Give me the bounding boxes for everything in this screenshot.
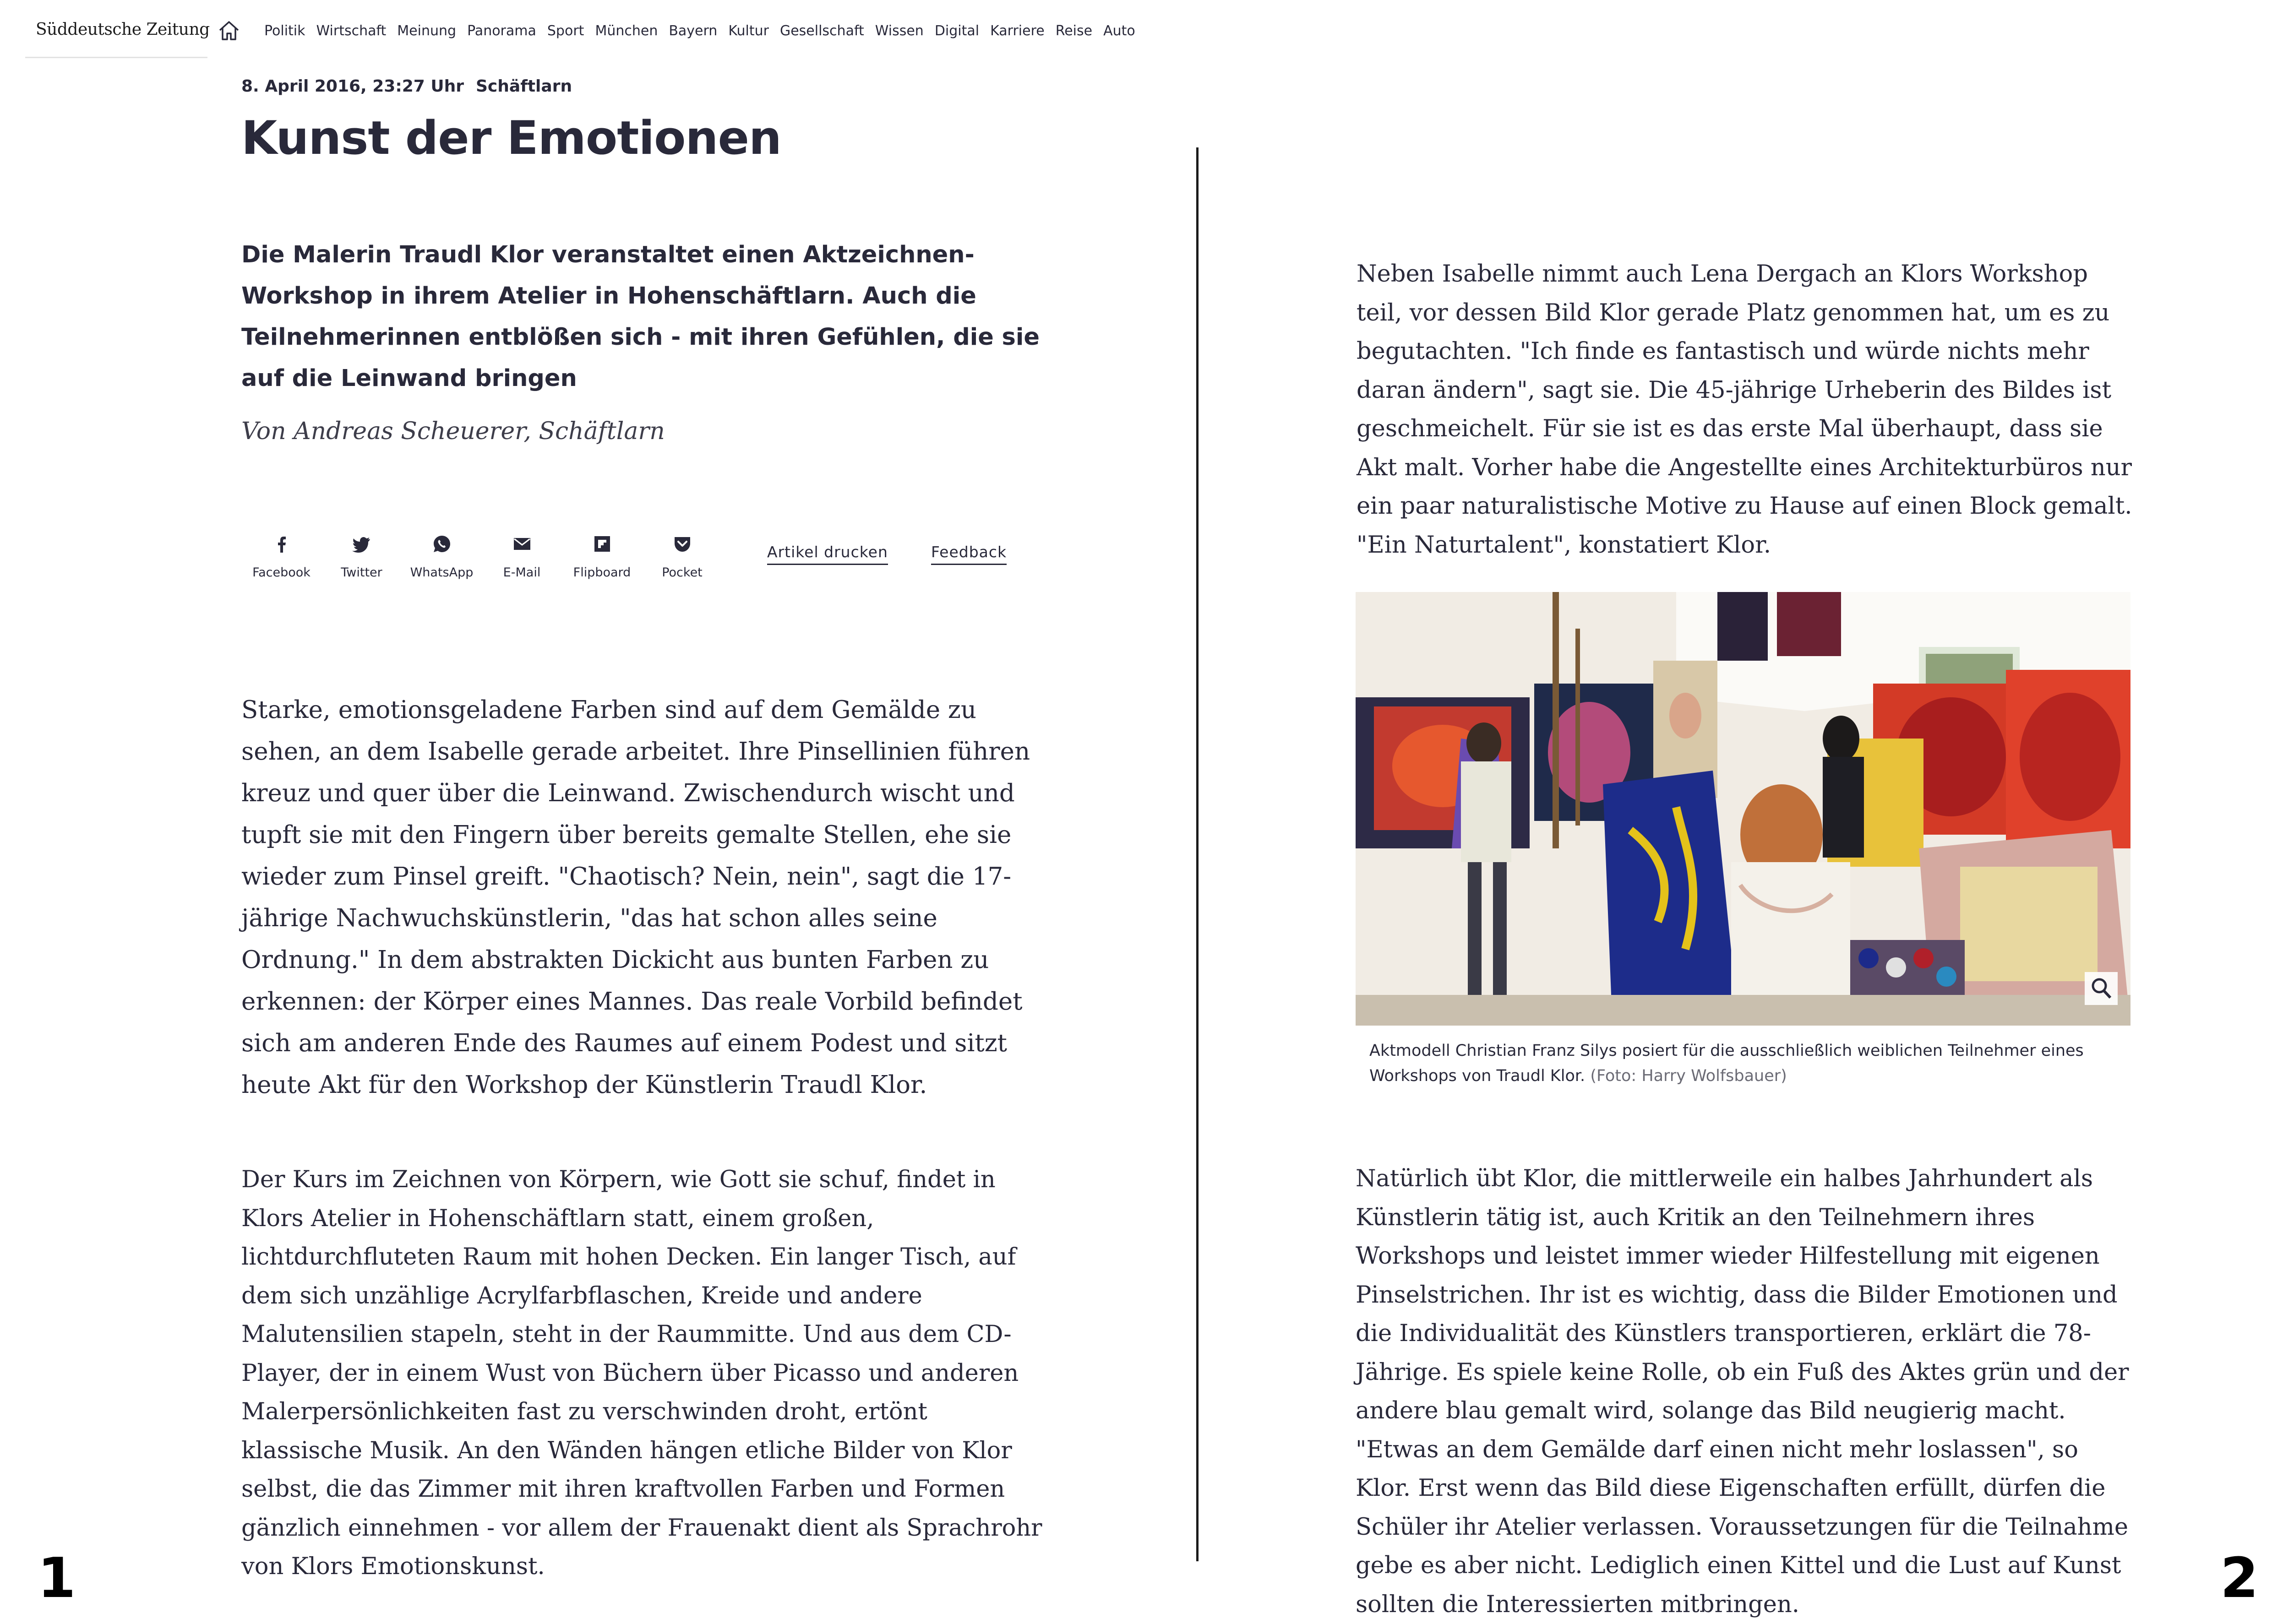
- whatsapp-icon: [431, 533, 452, 554]
- nav-item-sport[interactable]: Sport: [547, 23, 584, 39]
- image-caption: [1369, 1038, 2130, 1089]
- page-number: 2: [2220, 1547, 2259, 1610]
- share-label: Pocket: [662, 565, 703, 580]
- share-label: Facebook: [252, 565, 311, 580]
- share-pocket-button[interactable]: [642, 533, 722, 580]
- pocket-icon: [672, 533, 693, 554]
- article-paragraph: Der Kurs im Zeichnen von Körpern, wie Gott sie schuf, findet in Klors Atelier in Hohenschäftlarn statt, einem großen, lichtdurchfluteten Raum mit hohen Decken. Ein langer Tisch, auf dem sich unzählige Acrylfarbflaschen, Kreide und andere Malutensilien stapeln, steht in der Raummitte. Und aus dem CD-Player, der in einem Wust von Büchern über Picasso und anderen Malerpersönlichkeiten fast zu verschwinden droht, ertönt klassische Musik. An den Wänden hängen etliche Bilder von Klor selbst, die das Zimmer mit ihren kraftvollen Farben und Formen gänzlich einnehmen - vor allem der Frauenakt dient als Sprachrohr von Klors Emotionskunst.: [241, 1166, 1042, 1580]
- nav-item-panorama[interactable]: Panorama: [467, 23, 536, 39]
- mail-icon: [512, 533, 533, 554]
- home-icon[interactable]: [217, 19, 241, 42]
- main-nav: [264, 23, 1135, 39]
- nav-item-politik[interactable]: Politik: [264, 23, 305, 39]
- nav-item-wirtschaft[interactable]: Wirtschaft: [316, 23, 387, 39]
- share-whatsapp-button[interactable]: [402, 533, 482, 580]
- nav-item-karriere[interactable]: Karriere: [990, 23, 1045, 39]
- share-facebook-button[interactable]: [241, 533, 321, 580]
- article-paragraph: Natürlich übt Klor, die mittlerweile ein halbes Jahrhundert als Künstlerin tätig ist, auch Kritik an den Teilnehmern ihres Workshops und leistet immer wieder Hilfestellung mit eigenen Pinselstrichen. Ihr ist es wichtig, dass die Bilder Emotionen und die Individualität des Künstlers transportieren, erklärt die 78-Jährige. Es spiele keine Rolle, ob ein Fuß des Aktes grün und der andere blau gemalt wird, solange das Bild neugierig macht. "Etwas an dem Gemälde darf einen nicht mehr loslassen", so Klor. Erst wenn das Bild diese Eigenschaften erfüllt, dürfen die Schüler ihr Atelier verlassen. Voraussetzungen für die Teilnahme gebe es aber nicht. Lediglich einen Kittel und die Lust auf Kunst sollten die Interessierten mitbringen.: [1356, 1165, 2129, 1618]
- logo-underline: [25, 57, 207, 58]
- share-label: Flipboard: [573, 565, 631, 580]
- article-location[interactable]: Schäftlarn: [476, 77, 572, 96]
- nav-item-gesellschaft[interactable]: Gesellschaft: [779, 23, 864, 39]
- nav-item-muenchen[interactable]: München: [595, 23, 658, 39]
- share-bar: [241, 533, 722, 580]
- page-number: 1: [38, 1547, 76, 1610]
- nav-item-wissen[interactable]: Wissen: [875, 23, 924, 39]
- nav-item-kultur[interactable]: Kultur: [728, 23, 769, 39]
- atelier-photo: [1356, 592, 2130, 1026]
- nav-item-digital[interactable]: Digital: [934, 23, 980, 39]
- article-date: 8. April 2016, 23:27 Uhr: [241, 77, 464, 96]
- article-dateline: [241, 77, 572, 96]
- share-flipboard-button[interactable]: [562, 533, 642, 580]
- share-label: Twitter: [341, 565, 382, 580]
- twitter-icon: [351, 533, 372, 554]
- article-paragraph: Starke, emotionsgeladene Farben sind auf dem Gemälde zu sehen, an dem Isabelle gerade arbeitet. Ihre Pinsellinien führen kreuz und quer über die Leinwand. Zwischendurch wischt und tupft sie mit den Fingern über bereits gemalte Stellen, ehe sie wieder zum Pinsel greift. "Chaotisch? Nein, nein", sagt die 17-jährige Nachwuchskünstlerin, "das hat schon alles seine Ordnung." In dem abstrakten Dickicht aus bunten Farben zu erkennen: der Körper eines Mannes. Das reale Vorbild befindet sich am anderen Ende des Raumes auf einem Podest und sitzt heute Akt für den Workshop der Künstlerin Traudl Klor.: [241, 696, 1030, 1099]
- nav-item-meinung[interactable]: Meinung: [397, 23, 457, 39]
- article-teaser: Die Malerin Traudl Klor veranstaltet einen Aktzeichnen-Workshop in ihrem Atelier in Hohenschäftlarn. Auch die Teilnehmerinnen entblößen sich - mit ihren Gefühlen, die sie auf die Leinwand bringen: [241, 241, 1040, 392]
- nav-item-auto[interactable]: Auto: [1103, 23, 1135, 39]
- article-byline: Von Andreas Scheuerer, Schäftlarn: [241, 418, 665, 445]
- print-article-link[interactable]: Artikel drucken: [767, 543, 888, 565]
- article-title: Kunst der Emotionen: [241, 111, 781, 165]
- share-label: E-Mail: [503, 565, 541, 580]
- share-twitter-button[interactable]: [321, 533, 402, 580]
- feedback-link[interactable]: Feedback: [931, 543, 1007, 565]
- share-email-button[interactable]: [482, 533, 562, 580]
- article-image[interactable]: [1356, 592, 2130, 1026]
- caption-text: Aktmodell Christian Franz Silys posiert für die ausschließlich weiblichen Teilnehmer eines Workshops von Traudl Klor.: [1369, 1042, 2084, 1085]
- nav-item-reise[interactable]: Reise: [1055, 23, 1093, 39]
- share-label: WhatsApp: [410, 565, 474, 580]
- nav-item-bayern[interactable]: Bayern: [669, 23, 718, 39]
- article-paragraph: Neben Isabelle nimmt auch Lena Dergach an Klors Workshop teil, vor dessen Bild Klor gerade Platz genommen hat, um es zu begutachten. "Ich finde es fantastisch und würde nichts mehr daran ändern", sagt sie. Die 45-jährige Urheberin des Bildes ist geschmeichelt. Für sie ist es das erste Mal überhaupt, dass sie Akt malt. Vorher habe die Angestellte eines Architekturbüros nur ein paar naturalistische Motive zu Hause auf einen Block gemalt. "Ein Naturtalent", konstatiert Klor.: [1357, 261, 2132, 559]
- photo-credit: (Foto: Harry Wolfsbauer): [1590, 1067, 1787, 1085]
- flipboard-icon: [592, 533, 613, 554]
- page-divider: [1196, 147, 1199, 1561]
- site-logo[interactable]: Süddeutsche Zeitung: [36, 20, 210, 39]
- facebook-icon: [271, 533, 292, 554]
